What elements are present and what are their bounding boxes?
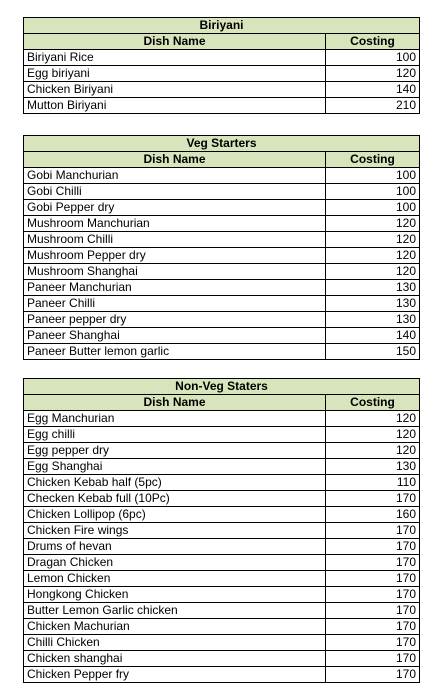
- table-row: [24, 459, 420, 475]
- costing-cell: 130: [326, 312, 420, 328]
- costing-cell: 170: [326, 491, 420, 507]
- table-row: [24, 66, 420, 82]
- costing-cell: 170: [326, 539, 420, 555]
- section-title: Veg Starters: [24, 136, 420, 152]
- dish-name-cell: Hongkong Chicken: [24, 587, 326, 603]
- table-row: [24, 248, 420, 264]
- dish-name-cell: Butter Lemon Garlic chicken: [24, 603, 326, 619]
- costing-cell: 130: [326, 296, 420, 312]
- dish-name-cell: Lemon Chicken: [24, 571, 326, 587]
- costing-cell: 210: [326, 98, 420, 114]
- dish-name-cell: Paneer Butter lemon garlic: [24, 344, 326, 360]
- table-row: [24, 427, 420, 443]
- costing-cell: 120: [326, 427, 420, 443]
- section-veg-starters: [23, 135, 419, 360]
- table-row: [24, 523, 420, 539]
- table-row: [24, 168, 420, 184]
- section-title: Biriyani: [24, 18, 420, 34]
- dish-name-cell: Dragan Chicken: [24, 555, 326, 571]
- dish-name-cell: Chicken Fire wings: [24, 523, 326, 539]
- costing-header: Costing: [326, 34, 420, 50]
- dish-name-cell: Gobi Manchurian: [24, 168, 326, 184]
- costing-cell: 170: [326, 667, 420, 683]
- table-row: [24, 216, 420, 232]
- dish-name-cell: Chicken Biriyani: [24, 82, 326, 98]
- column-header-row: [24, 152, 420, 168]
- table-row: [24, 312, 420, 328]
- table-row: [24, 571, 420, 587]
- costing-cell: 140: [326, 328, 420, 344]
- dish-name-cell: Chilli Chicken: [24, 635, 326, 651]
- table-row: [24, 491, 420, 507]
- dish-name-cell: Drums of hevan: [24, 539, 326, 555]
- costing-cell: 100: [326, 200, 420, 216]
- costing-cell: 170: [326, 523, 420, 539]
- table-row: [24, 184, 420, 200]
- dish-name-cell: Egg Manchurian: [24, 411, 326, 427]
- dish-name-cell: Chicken Lollipop (6pc): [24, 507, 326, 523]
- dish-name-cell: Mutton Biriyani: [24, 98, 326, 114]
- costing-cell: 140: [326, 82, 420, 98]
- table-row: [24, 296, 420, 312]
- costing-cell: 150: [326, 344, 420, 360]
- table-row: [24, 603, 420, 619]
- dish-name-header: Dish Name: [24, 395, 326, 411]
- table-row: [24, 232, 420, 248]
- table-row: [24, 587, 420, 603]
- table-row: [24, 555, 420, 571]
- table-row: [24, 651, 420, 667]
- costing-cell: 170: [326, 587, 420, 603]
- dish-name-cell: Paneer Chilli: [24, 296, 326, 312]
- costing-header: Costing: [326, 152, 420, 168]
- dish-name-cell: Egg biriyani: [24, 66, 326, 82]
- section-title-row: [24, 136, 420, 152]
- costing-cell: 170: [326, 635, 420, 651]
- costing-cell: 170: [326, 651, 420, 667]
- table-row: [24, 344, 420, 360]
- costing-cell: 120: [326, 248, 420, 264]
- costing-cell: 120: [326, 66, 420, 82]
- dish-name-cell: Paneer Shanghai: [24, 328, 326, 344]
- dish-name-cell: Checken Kebab full (10Pc): [24, 491, 326, 507]
- dish-name-cell: Chicken Machurian: [24, 619, 326, 635]
- non-veg-staters-table: [23, 378, 420, 683]
- dish-name-cell: Egg Shanghai: [24, 459, 326, 475]
- costing-cell: 110: [326, 475, 420, 491]
- table-row: [24, 50, 420, 66]
- table-row: [24, 507, 420, 523]
- dish-name-cell: Biriyani Rice: [24, 50, 326, 66]
- table-row: [24, 98, 420, 114]
- table-row: [24, 475, 420, 491]
- costing-cell: 120: [326, 216, 420, 232]
- dish-name-cell: Mushroom Manchurian: [24, 216, 326, 232]
- costing-header: Costing: [326, 395, 420, 411]
- costing-cell: 100: [326, 184, 420, 200]
- biriyani-table: [23, 17, 420, 114]
- costing-cell: 170: [326, 603, 420, 619]
- dish-name-cell: Paneer pepper dry: [24, 312, 326, 328]
- costing-cell: 130: [326, 459, 420, 475]
- dish-name-cell: Gobi Chilli: [24, 184, 326, 200]
- dish-name-cell: Chicken Kebab half (5pc): [24, 475, 326, 491]
- table-row: [24, 635, 420, 651]
- dish-name-cell: Paneer Manchurian: [24, 280, 326, 296]
- costing-cell: 120: [326, 264, 420, 280]
- table-row: [24, 411, 420, 427]
- table-row: [24, 328, 420, 344]
- dish-name-cell: Mushroom Shanghai: [24, 264, 326, 280]
- costing-cell: 130: [326, 280, 420, 296]
- costing-cell: 170: [326, 571, 420, 587]
- table-row: [24, 264, 420, 280]
- section-title-row: [24, 18, 420, 34]
- table-row: [24, 619, 420, 635]
- costing-cell: 170: [326, 619, 420, 635]
- dish-name-header: Dish Name: [24, 152, 326, 168]
- dish-name-cell: Egg chilli: [24, 427, 326, 443]
- veg-starters-table: [23, 135, 420, 360]
- dish-name-cell: Mushroom Chilli: [24, 232, 326, 248]
- dish-name-cell: Chicken shanghai: [24, 651, 326, 667]
- section-non-veg-staters: [23, 378, 419, 683]
- table-row: [24, 539, 420, 555]
- section-title: Non-Veg Staters: [24, 379, 420, 395]
- costing-cell: 100: [326, 50, 420, 66]
- column-header-row: [24, 34, 420, 50]
- table-row: [24, 667, 420, 683]
- section-title-row: [24, 379, 420, 395]
- table-row: [24, 280, 420, 296]
- table-row: [24, 82, 420, 98]
- dish-name-cell: Gobi Pepper dry: [24, 200, 326, 216]
- costing-cell: 160: [326, 507, 420, 523]
- costing-cell: 120: [326, 443, 420, 459]
- costing-cell: 120: [326, 232, 420, 248]
- dish-name-cell: Mushroom Pepper dry: [24, 248, 326, 264]
- table-row: [24, 200, 420, 216]
- costing-cell: 120: [326, 411, 420, 427]
- section-biriyani: [23, 17, 419, 114]
- dish-name-cell: Chicken Pepper fry: [24, 667, 326, 683]
- dish-name-cell: Egg pepper dry: [24, 443, 326, 459]
- table-row: [24, 443, 420, 459]
- dish-name-header: Dish Name: [24, 34, 326, 50]
- costing-cell: 170: [326, 555, 420, 571]
- column-header-row: [24, 395, 420, 411]
- costing-cell: 100: [326, 168, 420, 184]
